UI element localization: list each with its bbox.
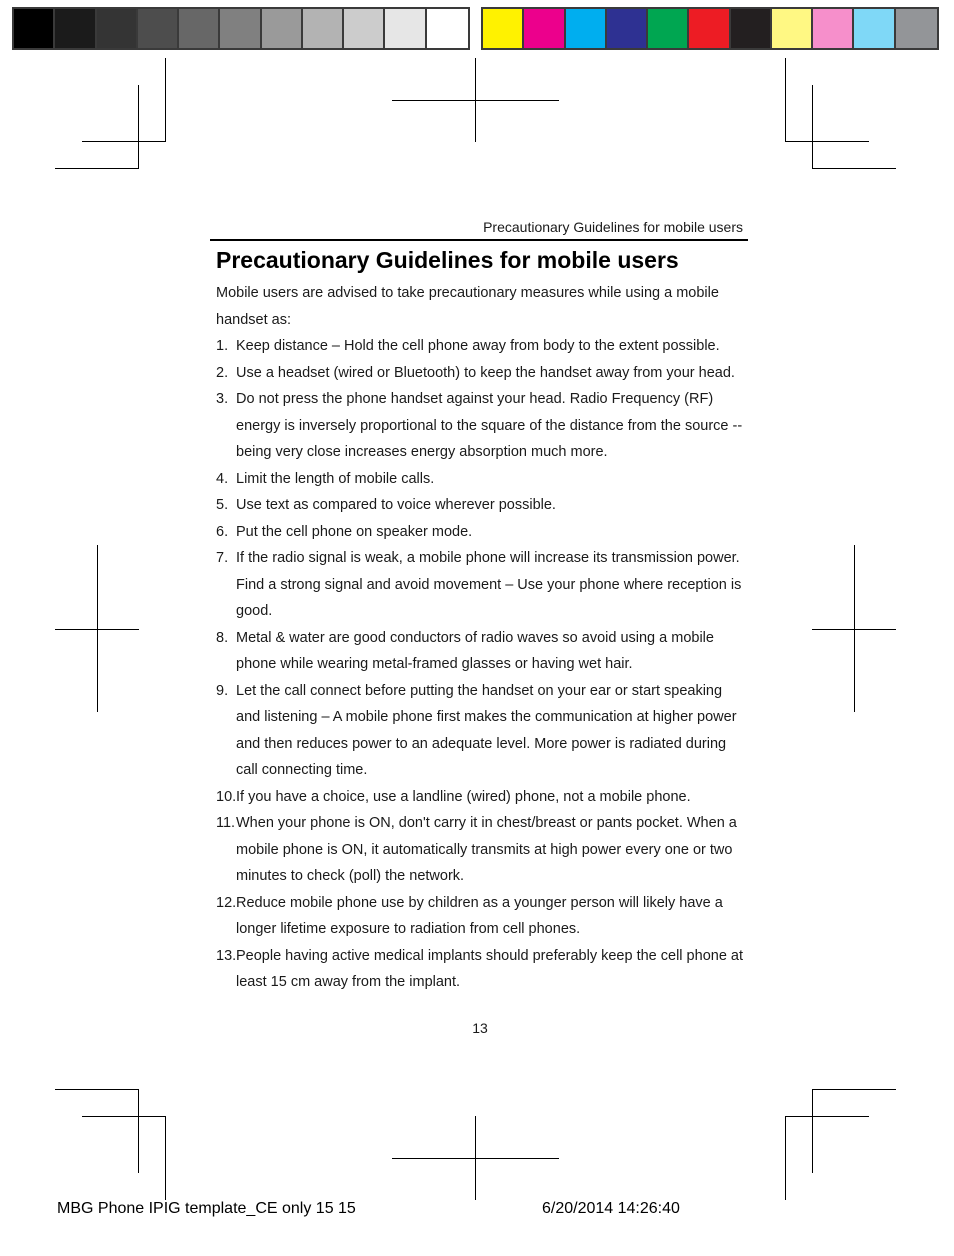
crop-mark bbox=[82, 1116, 166, 1117]
list-item-text: Use a headset (wired or Bluetooth) to keep the handset away from your head. bbox=[236, 364, 735, 381]
list-item bbox=[216, 386, 748, 466]
crop-mark bbox=[812, 85, 813, 169]
color-swatch bbox=[179, 9, 220, 48]
list-item bbox=[216, 784, 748, 811]
color-swatch bbox=[262, 9, 303, 48]
color-swatch bbox=[220, 9, 261, 48]
list-item-number: 1. bbox=[216, 338, 229, 354]
list-item-text: Use text as compared to voice wherever possible. bbox=[236, 497, 556, 513]
list-item-text: Let the call connect before putting the handset on your ear or start speaking and listening – A mobile phone first makes the communication at higher power and then reduces power to an adequate level. More power is radiated during call connecting time. bbox=[236, 682, 737, 778]
list-item bbox=[216, 890, 748, 943]
list-item-text: If you have a choice, use a landline (wired) phone, not a mobile phone. bbox=[236, 788, 691, 805]
page-title: Precautionary Guidelines for mobile users bbox=[216, 247, 679, 273]
list-item bbox=[216, 519, 748, 546]
registration-mark bbox=[475, 58, 476, 142]
registration-mark bbox=[55, 629, 139, 630]
color-calibration-bar bbox=[481, 7, 939, 50]
crop-mark bbox=[138, 1089, 139, 1173]
list-item bbox=[216, 545, 748, 625]
list-item-text: Keep distance – Hold the cell phone away from body to the extent possible. bbox=[236, 338, 720, 354]
crop-mark bbox=[812, 1089, 896, 1090]
color-swatch bbox=[731, 9, 772, 48]
crop-mark bbox=[785, 141, 869, 142]
color-swatch bbox=[427, 9, 468, 48]
crop-mark bbox=[165, 1116, 166, 1200]
color-swatch bbox=[385, 9, 426, 48]
list-item-number: 2. bbox=[216, 364, 229, 381]
color-swatch bbox=[566, 9, 607, 48]
list-item-number: 8. bbox=[216, 629, 229, 646]
list-item-number: 12. bbox=[216, 894, 237, 911]
crop-mark bbox=[138, 85, 139, 169]
list-item-text: Metal & water are good conductors of radio waves so avoid using a mobile phone while wearing metal-framed glasses or having wet hair. bbox=[236, 629, 714, 672]
registration-mark bbox=[475, 1116, 476, 1200]
list-item bbox=[216, 492, 748, 519]
guidelines-list bbox=[216, 333, 748, 996]
running-header: Precautionary Guidelines for mobile users bbox=[483, 219, 743, 235]
list-item-text: Put the cell phone on speaker mode. bbox=[236, 523, 473, 540]
color-swatch bbox=[55, 9, 96, 48]
crop-mark bbox=[165, 58, 166, 142]
list-item bbox=[216, 943, 748, 996]
intro-paragraph: Mobile users are advised to take precautionary measures while using a mobile handset as: bbox=[216, 285, 719, 328]
crop-mark bbox=[785, 1116, 869, 1117]
color-swatch bbox=[14, 9, 55, 48]
list-item-number: 11. bbox=[216, 815, 236, 831]
crop-mark bbox=[55, 168, 139, 169]
color-swatch bbox=[524, 9, 565, 48]
list-item bbox=[216, 625, 748, 678]
list-item-text: Do not press the phone handset against your head. Radio Frequency (RF) energy is inversely proportional to the square of the distance from the source -- being very close increases energy absorption much more. bbox=[236, 391, 743, 460]
list-item-text: People having active medical implants should preferably keep the cell phone at least 15 cm away from the implant. bbox=[236, 947, 744, 990]
list-item-number: 13. bbox=[216, 947, 237, 964]
color-swatch bbox=[854, 9, 895, 48]
color-swatch bbox=[607, 9, 648, 48]
color-swatch bbox=[772, 9, 813, 48]
color-swatch bbox=[97, 9, 138, 48]
page-number: 13 bbox=[472, 1020, 488, 1036]
crop-mark bbox=[812, 168, 896, 169]
crop-mark bbox=[812, 1089, 813, 1173]
registration-mark bbox=[812, 629, 896, 630]
slug-filename: MBG Phone IPIG template_CE only 15 15 bbox=[57, 1200, 356, 1217]
header-rule bbox=[210, 239, 748, 241]
color-swatch bbox=[138, 9, 179, 48]
list-item-text: Reduce mobile phone use by children as a younger person will likely have a longer lifetime exposure to radiation from cell phones. bbox=[236, 894, 723, 937]
list-item-text: When your phone is ON, don't carry it in chest/breast or pants pocket. When a mobile phone is ON, it automatically transmits at high power every one or two minutes to check (poll) the network. bbox=[236, 815, 737, 884]
crop-mark bbox=[82, 141, 166, 142]
list-item-number: 7. bbox=[216, 550, 229, 566]
color-swatch bbox=[303, 9, 344, 48]
list-item-number: 10. bbox=[216, 788, 237, 805]
list-item-text: If the radio signal is weak, a mobile phone will increase its transmission power. Find a strong signal and avoid movement – Use your phone where reception is good. bbox=[236, 550, 742, 619]
list-item-number: 5. bbox=[216, 497, 229, 513]
list-item bbox=[216, 678, 748, 784]
grayscale-calibration-bar bbox=[12, 7, 470, 50]
list-item-text: Limit the length of mobile calls. bbox=[236, 470, 435, 487]
crop-mark bbox=[785, 58, 786, 142]
list-item-number: 4. bbox=[216, 470, 229, 487]
color-swatch bbox=[896, 9, 937, 48]
color-swatch bbox=[344, 9, 385, 48]
color-swatch bbox=[483, 9, 524, 48]
list-item-number: 9. bbox=[216, 682, 229, 699]
color-swatch bbox=[813, 9, 854, 48]
slug-timestamp: 6/20/2014 14:26:40 bbox=[542, 1200, 680, 1217]
list-item bbox=[216, 333, 748, 360]
color-swatch bbox=[689, 9, 730, 48]
list-item-number: 6. bbox=[216, 523, 229, 540]
list-item bbox=[216, 810, 748, 890]
list-item-number: 3. bbox=[216, 391, 229, 407]
crop-mark bbox=[785, 1116, 786, 1200]
color-swatch bbox=[648, 9, 689, 48]
list-item bbox=[216, 466, 748, 493]
crop-mark bbox=[55, 1089, 139, 1090]
list-item bbox=[216, 360, 748, 387]
